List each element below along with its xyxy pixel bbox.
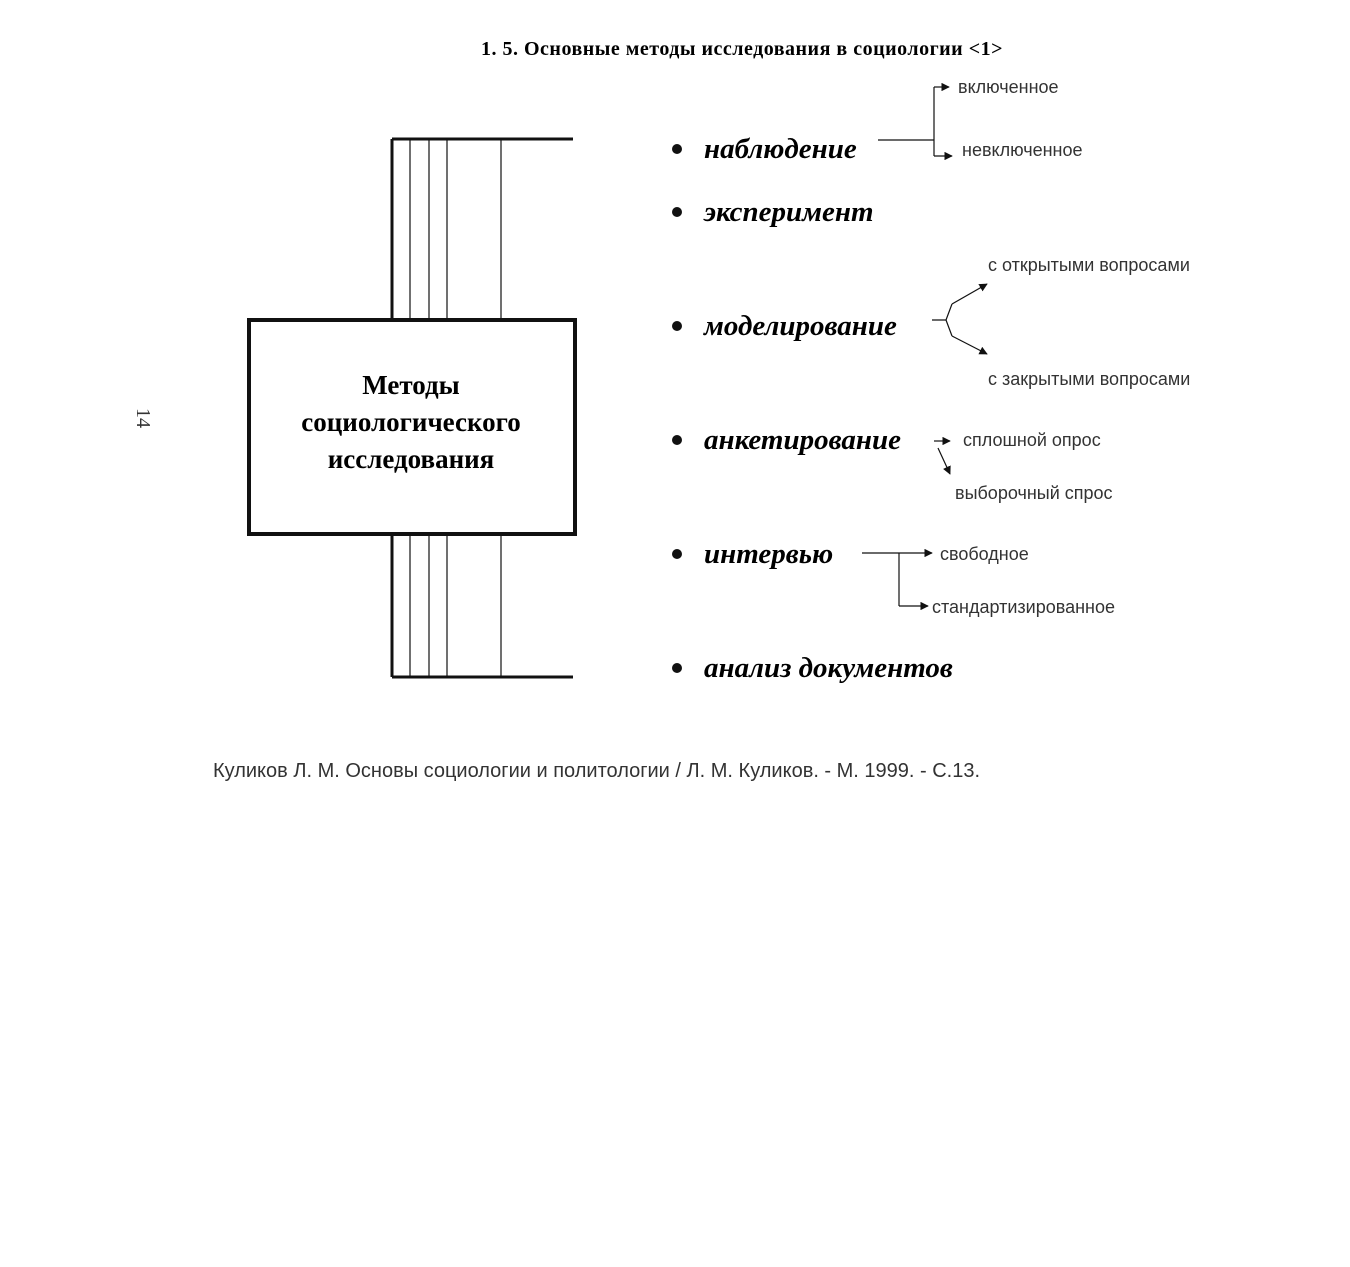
page-number: 14 [132, 408, 154, 428]
method-questionnaire: анкетирование [704, 424, 901, 456]
subtype-full-survey: сплошной опрос [963, 430, 1101, 450]
method-document-analysis: анализ документов [704, 652, 953, 684]
bullet-icon [672, 144, 682, 154]
modeling-branches [932, 284, 987, 354]
bullet-icon [672, 435, 682, 445]
central-box-line-1: Методы [362, 370, 460, 400]
method-modeling: моделирование [704, 310, 897, 342]
subtype-standardized: стандартизированное [932, 597, 1116, 617]
method-observation: наблюдение [704, 133, 857, 165]
bullet-icon [672, 321, 682, 331]
subtype-free: свободное [940, 544, 1029, 564]
interview-branches [862, 553, 932, 606]
source-citation: Куликов Л. М. Основы социологии и политологии / Л. М. Куликов. - М. 1999. - С.13. [213, 760, 981, 782]
bullet-icon [672, 663, 682, 673]
method-experiment: эксперимент [704, 196, 874, 228]
questionnaire-branches [934, 441, 950, 474]
subtype-open-questions: с открытыми вопросами [988, 255, 1190, 275]
observation-branches [878, 87, 952, 156]
subtype-closed-questions: с закрытыми вопросами [988, 369, 1191, 389]
diagram-title: 1. 5. Основные методы исследования в социологии <1> [481, 38, 1003, 60]
methods-list [672, 133, 953, 684]
bullet-icon [672, 549, 682, 559]
central-box-line-3: исследования [327, 444, 495, 474]
bullet-icon [672, 207, 682, 217]
subtype-sample-survey: выборочный спрос [955, 483, 1113, 503]
subtype-not-included: невключенное [962, 140, 1083, 160]
method-interview: интервью [704, 538, 834, 570]
central-box-line-2: социологического [301, 407, 521, 437]
subtype-included: включенное [958, 77, 1059, 97]
